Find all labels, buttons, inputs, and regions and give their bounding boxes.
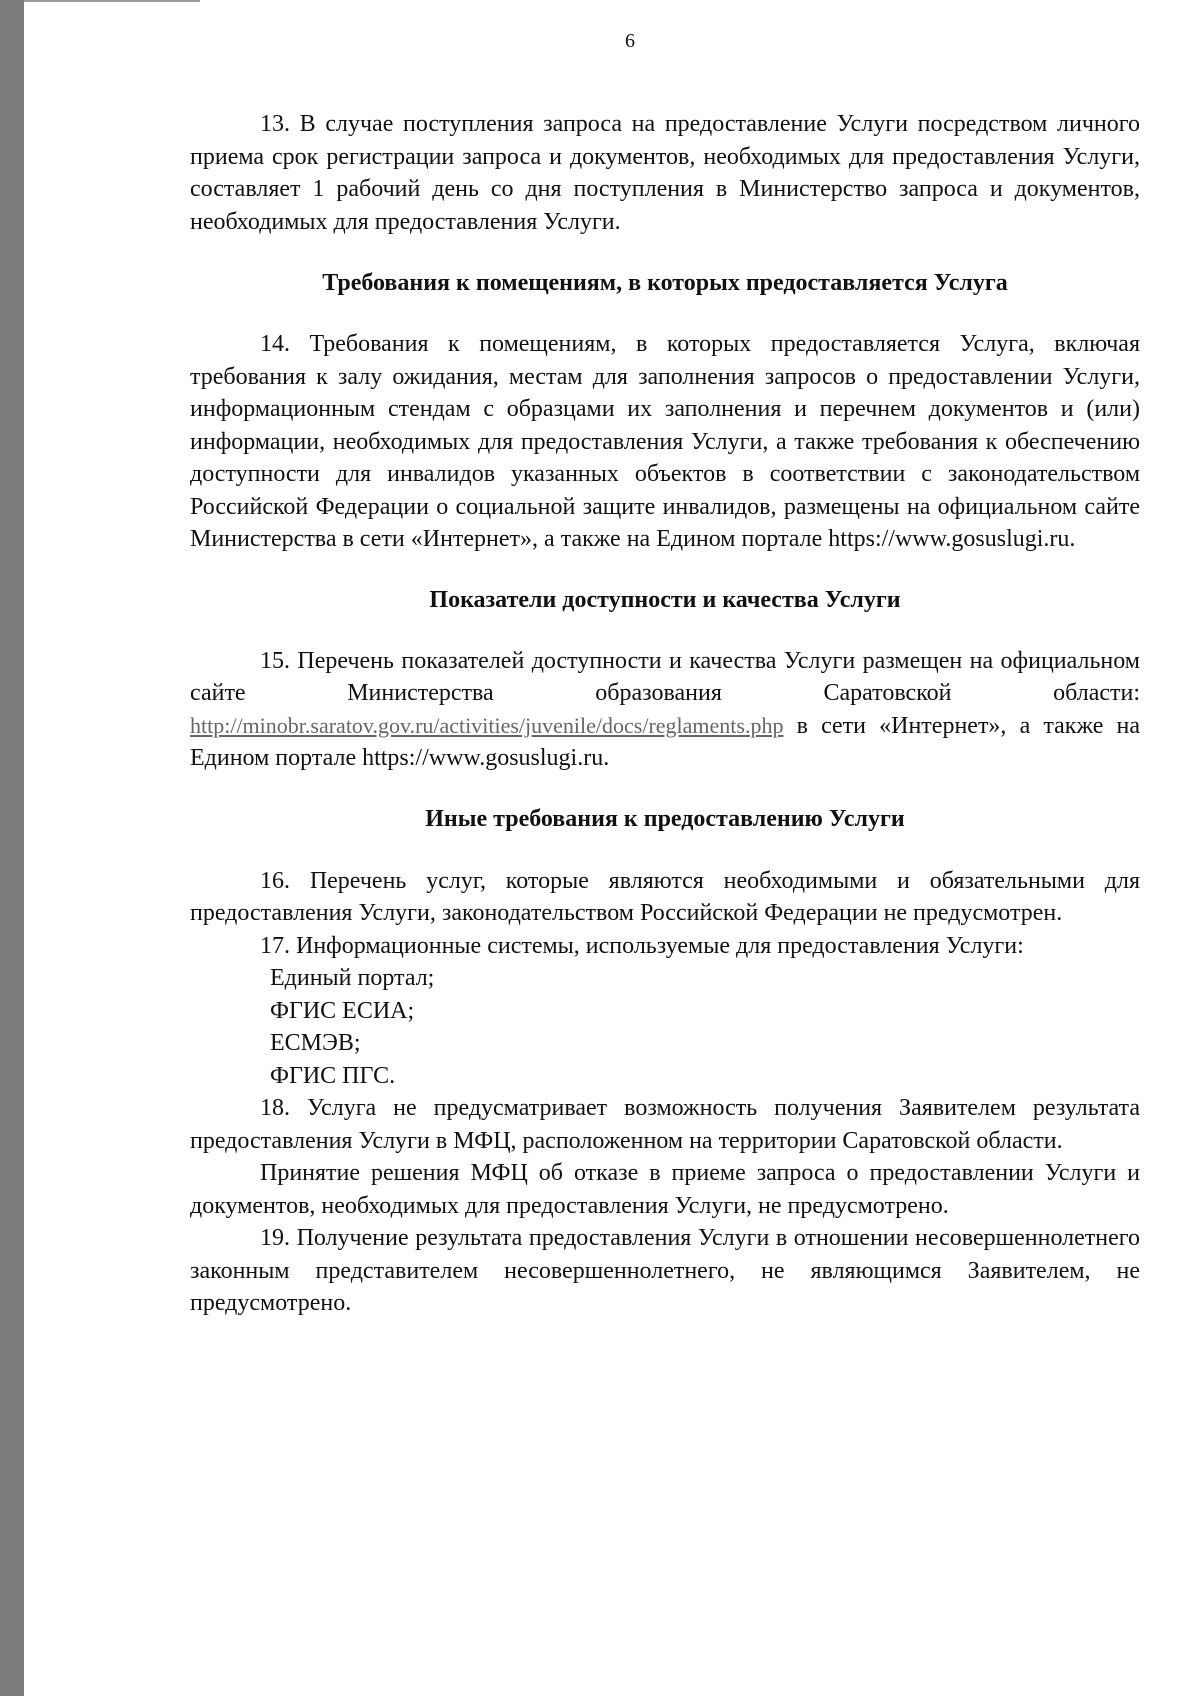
system-item: Единый портал; [270, 965, 435, 991]
system-item: ЕСМЭВ; [270, 1030, 361, 1056]
paragraph-15-text-start: 15. Перечень показателей доступности и качества Услуги размещен на официальном сайте Министерства образования Саратовской области: [190, 647, 1140, 706]
paragraph-17: 17. Информационные системы, используемые для предоставления Услуги: [260, 932, 1024, 959]
scan-top-edge [24, 0, 200, 2]
paragraph-18: 18. Услуга не предусматривает возможность получения Заявителем результата предоставления Услуги в МФЦ, расположенном на территории Саратовской области. [190, 1095, 1140, 1154]
paragraph-15-text-end: в сети «Интернет», а также на Едином портале https://www.gosuslugi.ru. [190, 712, 1140, 771]
paragraph-15 [190, 645, 1140, 775]
heading-other-requirements: Иные требования к предоставлению Услуги [425, 805, 905, 832]
page-number: 6 [625, 30, 635, 52]
system-item: ФГИС ПГС. [270, 1062, 396, 1089]
scan-left-margin [0, 0, 24, 1696]
document-body [190, 108, 1140, 1320]
heading-availability-indicators: Показатели доступности и качества Услуги [429, 586, 901, 613]
paragraph-16: 16. Перечень услуг, которые являются необходимыми и обязательными для предоставления Услуги, законодательством Российской Федерации не предусмотрен. [190, 867, 1140, 926]
paragraph-13: 13. В случае поступления запроса на предоставление Услуги посредством личного приема срок регистрации запроса и документов, необходимых для предоставления Услуги, составляет 1 рабочий день со дня поступления в Министерство запроса и документов, необходимых для предоставления Услуги. [190, 111, 1140, 235]
paragraph-18-continuation: Принятие решения МФЦ об отказе в приеме запроса о предоставлении Услуги и документов, необходимых для предоставления Услуги, не предусмотрено. [190, 1160, 1140, 1219]
paragraph-14: 14. Требования к помещениям, в которых предоставляется Услуга, включая требования к залу ожидания, местам для заполнения запросов о предоставлении Услуги, информационным стендам с образцами их заполнения и перечнем документов и (или) информации, необходимых для предоставления Услуги, а также требования к обеспечению доступности для инвалидов указанных объектов в соответствии с законодательством Российской Федерации о социальной защите инвалидов, размещены на официальном сайте Министерства в сети «Интернет», а также на Едином портале https://www.gosuslugi.ru. [190, 331, 1140, 552]
system-item: ФГИС ЕСИА; [270, 997, 415, 1024]
reglaments-link[interactable]: http://minobr.saratov.gov.ru/activities/juvenile/docs/reglaments.php [190, 712, 784, 738]
paragraph-19: 19. Получение результата предоставления Услуги в отношении несовершеннолетнего законным представителем несовершеннолетнего, не являющимся Заявителем, не предусмотрено. [190, 1225, 1140, 1316]
heading-premises-requirements: Требования к помещениям, в которых предоставляется Услуга [322, 270, 1008, 296]
